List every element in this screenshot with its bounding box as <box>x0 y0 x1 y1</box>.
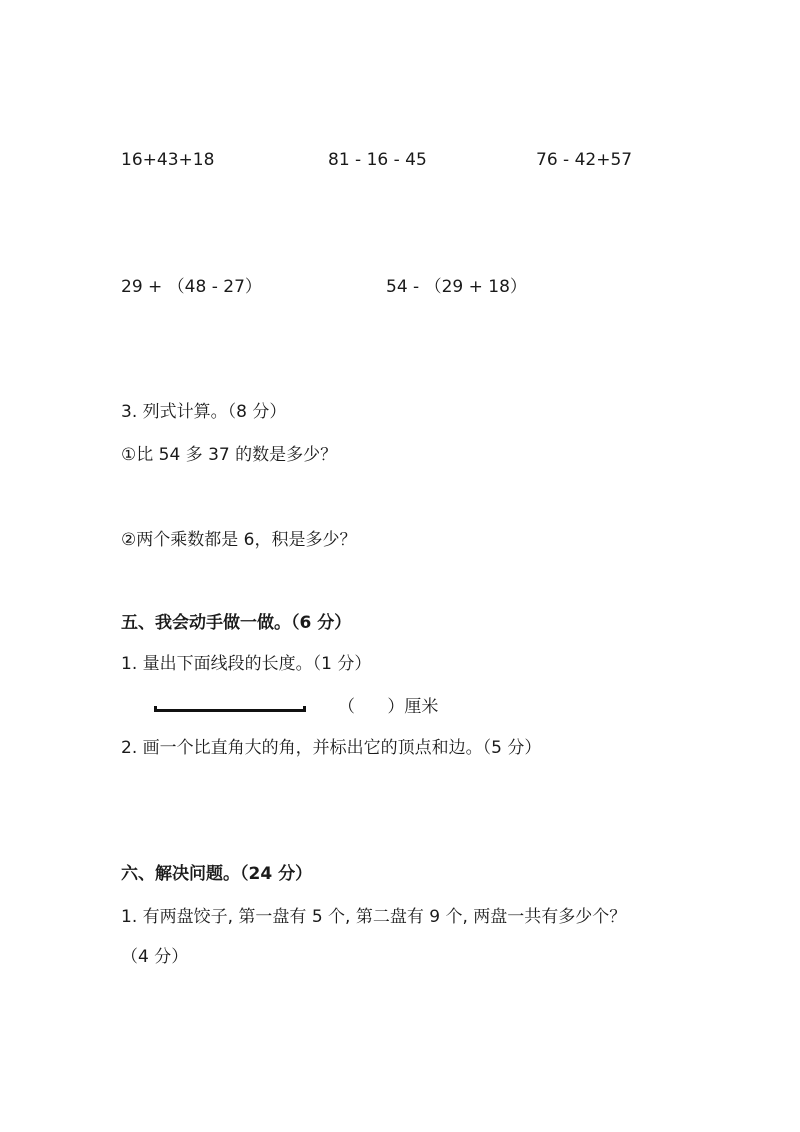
section5-q1-answer: （ ）厘米 <box>338 697 439 717</box>
q3-item-2: ②两个乘数都是 6，积是多少？ <box>121 530 357 550</box>
expression-1: 16+43+18 <box>121 150 215 170</box>
expression-3: 76 - 42+57 <box>536 150 633 170</box>
section6-q1-line2: （4 分） <box>121 947 189 967</box>
q3-title: 3. 列式计算。（8 分） <box>121 402 287 422</box>
expression-2: 81 - 16 - 45 <box>328 150 427 170</box>
section6-q1-line1: 1. 有两盘饺子, 第一盘有 5 个, 第二盘有 9 个, 两盘一共有多少个？ <box>121 907 627 927</box>
section5-q1: 1. 量出下面线段的长度。（1 分） <box>121 654 372 674</box>
section5-title: 五、我会动手做一做。（6 分） <box>121 613 352 633</box>
section6-title: 六、解决问题。（24 分） <box>121 864 313 884</box>
expression-4: 29 + （48 - 27） <box>121 277 262 297</box>
q3-item-1: ①比 54 多 37 的数是多少？ <box>121 445 338 465</box>
line-segment <box>154 706 306 712</box>
expression-5: 54 - （29 + 18） <box>386 277 527 297</box>
section5-q2: 2. 画一个比直角大的角，并标出它的顶点和边。（5 分） <box>121 738 542 758</box>
